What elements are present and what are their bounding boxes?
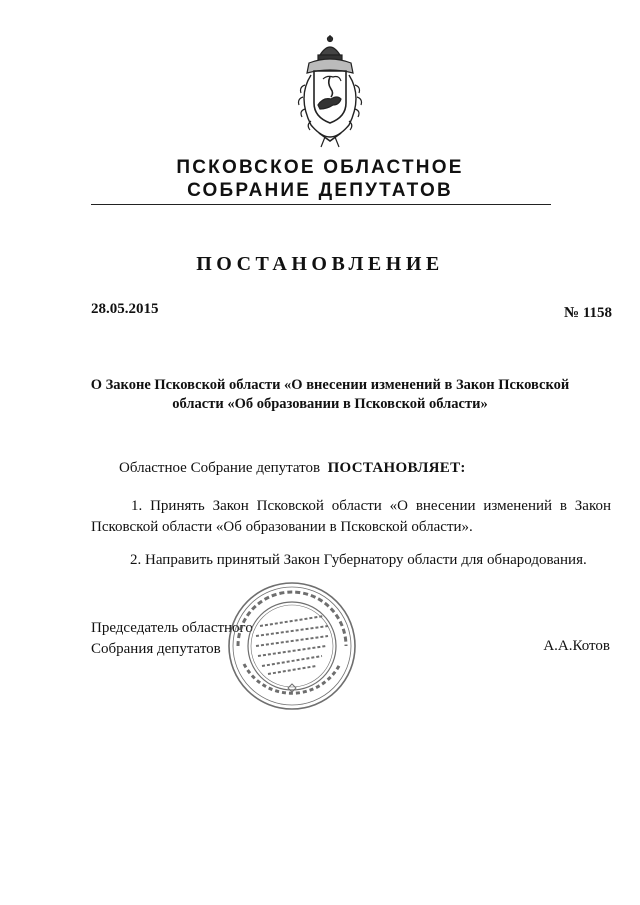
signer-name: А.А.Котов [543,638,610,654]
document-date: 28.05.2015 [91,301,159,317]
header-divider [91,204,551,205]
document-number: № 1158 [564,305,612,321]
signer-position: Председатель областного Собрания депутатов [91,620,253,657]
resolve-subject: Областное Собрание депутатов [119,460,321,476]
document-title: О Законе Псковской области «О внесении изменений в Закон Псковской области «Об образовании в Псковской области» [90,377,570,412]
document-type: ПОСТАНОВЛЕНИЕ [196,253,444,275]
resolve-line [119,458,466,479]
resolution-item-1: 1. Принять Закон Псковской области «О внесении изменений в Закон Псковской области «Об образовании в Псковской области». [91,498,611,535]
resolution-item-2: 2. Направить принятый Закон Губернатору области для обнародования. [130,552,587,568]
pskov-coat-of-arms-icon [287,33,373,149]
round-stamp-icon [226,580,358,712]
resolve-verb: ПОСТАНОВЛЯЕТ: [327,460,466,476]
org-name-line2: СОБРАНИЕ ДЕПУТАТОВ [187,180,453,201]
org-name-line1: ПСКОВСКОЕ ОБЛАСТНОЕ [176,157,464,178]
